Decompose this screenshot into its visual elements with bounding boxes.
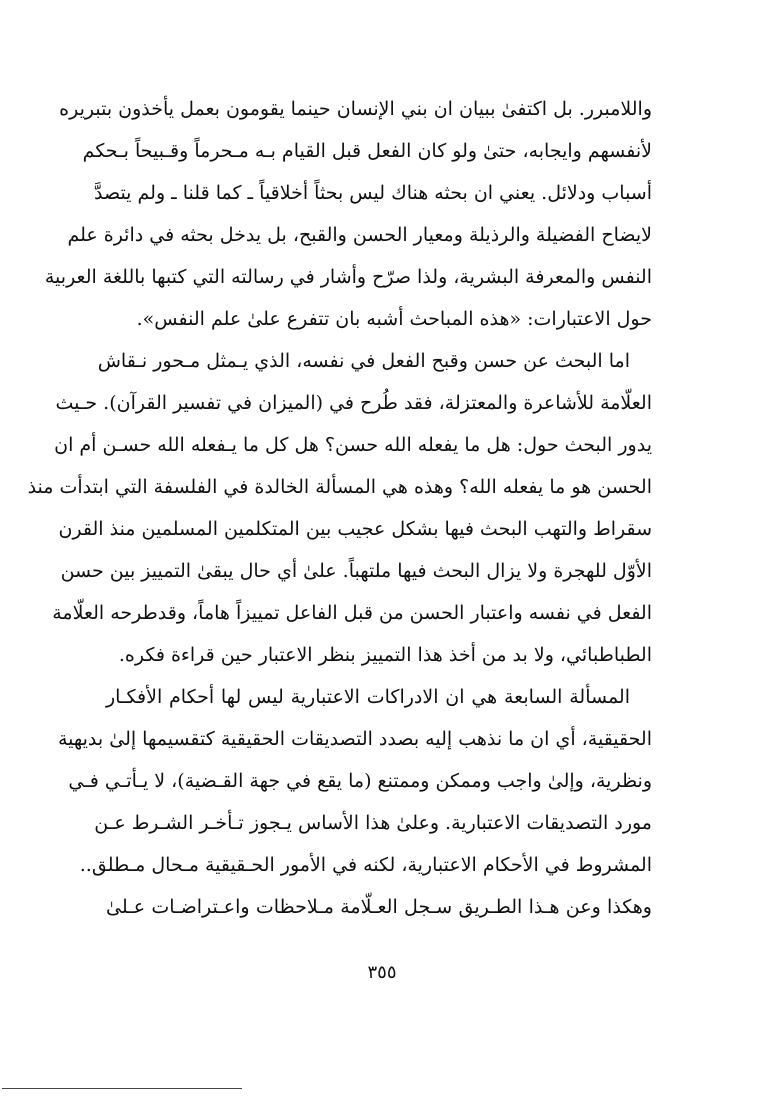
text-line: يدور البحث حول: هل ما يفعله الله حسن؟ هل كل ما يـفعله الله حسـن أم ان — [54, 434, 652, 456]
text-line: واللامبرر. بل اكتفىٰ ببيان ان بني الإنسان حينما يقومون بعمل يأخذون بتبريره — [59, 98, 652, 120]
text-line: العلّامة للأشاعرة والمعتزلة، فقد طُرح في (الميزان في تفسير القرآن). حـيث — [55, 392, 652, 414]
text-line: اما البحث عن حسن وقبح الفعل في نفسه، الذي يـمثل مـحور نـقاش — [97, 350, 630, 372]
text-line: النفس والمعرفة البشرية، ولذا صرّح وأشار في رسالته التي كتبها باللغة العربية — [44, 266, 652, 288]
text-line: أسباب ودلائل. يعني ان بحثه هناك ليس بحثاً أخلاقياً ـ كما قلنا ـ ولم يتصدَّ — [94, 182, 652, 204]
text-line: الفعل في نفسه واعتبار الحسن من قبل الفاعل تمييزاً هاماً، وقدطرحه العلّامة — [52, 602, 652, 624]
page-number: ٣٥٥ — [367, 962, 397, 983]
text-line: سقراط والتهب البحث فيها بشكل عجيب بين المتكلمين المسلمين منذ القرن — [58, 518, 652, 540]
text-line: ونظرية، وإلىٰ واجب وممكن وممتنع (ما يقع في جهة القـضية)، لا يـأتـي فـي — [68, 770, 652, 792]
text-line: الطباطبائي، ولا بد من أخذ هذا التمييز بنظر الاعتبار حين قراءة فكره. — [118, 644, 652, 666]
text-line: الحسن هو ما يفعله الله؟ وهذه هي المسألة الخالدة في الفلسفة التي ابتدأت منذ — [27, 476, 652, 498]
body-text — [27, 88, 652, 928]
scan-edge-line — [2, 1088, 242, 1089]
text-line: لايضاح الفضيلة والرذيلة ومعيار الحسن والقبح، بل يدخل بحثه في دائرة علم — [67, 224, 652, 246]
text-line: حول الاعتبارات: «هذه المباحث أشبه بان تتفرع علىٰ علم النفس». — [136, 308, 652, 330]
text-line: المشروط في الأحكام الاعتبارية، لكنه في الأمور الحـقيقية مـحال مـطلق.. — [79, 854, 652, 876]
text-line: لأنفسهم وايجابه، حتىٰ ولو كان الفعل قبل القيام بـه مـحرماً وقـبيحاً بـحكم — [82, 140, 652, 162]
text-line: المسألة السابعة هي ان الادراكات الاعتبارية ليس لها أحكام الأفكـار — [106, 686, 630, 708]
text-line: وهكذا وعن هـذا الطـريق سـجل العـلّامة مـلاحظات واعـتراضـات عـلىٰ — [106, 896, 652, 918]
text-line: الحقيقية، أي ان ما نذهب إليه بصدد التصديقات الحقيقية كتقسيمها إلىٰ بديهية — [57, 728, 652, 750]
text-line: الأوّل للهجرة ولا يزال البحث فيها ملتهباً. علىٰ أي حال يبقىٰ التمييز بين حسن — [60, 560, 652, 582]
text-line: مورد التصديقات الاعتبارية. وعلىٰ هذا الأساس يـجوز تـأخـر الشـرط عـن — [94, 812, 652, 834]
